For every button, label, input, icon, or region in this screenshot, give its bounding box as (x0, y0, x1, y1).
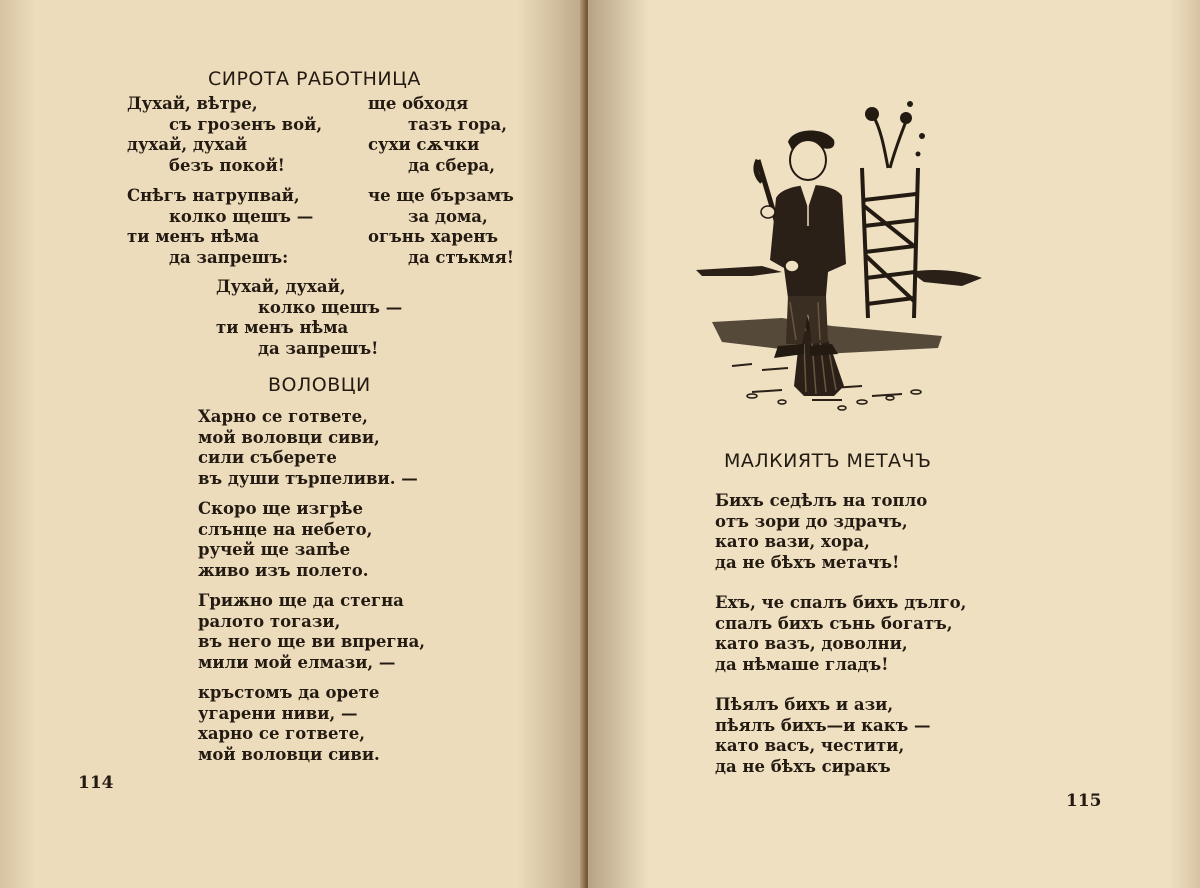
poem-line: ще обходя (368, 94, 469, 113)
poem-line: ти менъ нѣма (127, 227, 260, 246)
poem-title-volovtsi: ВОЛОВЦИ (268, 374, 371, 396)
poem1-col1-stanza2 (127, 186, 313, 268)
poem-line: Снѣгъ натрупвай, (127, 186, 300, 205)
poem-line: ручей ще запѣе (198, 540, 351, 559)
poem-line: да запрешъ: (169, 247, 289, 267)
poem-line: като вази, хора, (715, 532, 870, 551)
poem-line: живо изъ полето. (198, 560, 369, 580)
poem-line: въ души търпеливи. — (198, 468, 418, 488)
page-number-right: 115 (1066, 791, 1102, 811)
poem-line: за дома, (408, 206, 488, 226)
poem-line: въ него ще ви впрегна, (198, 632, 426, 651)
poem1-col2-stanza1 (368, 94, 507, 176)
poem-line: безъ покой! (169, 155, 285, 175)
poem-title-malkiyat-metach: МАЛКИЯТЪ МЕТАЧЪ (724, 450, 932, 472)
poem-line: колко щешъ — (169, 206, 314, 226)
poem-line: пѣялъ бихъ—и какъ — (715, 715, 931, 735)
poem-line: Ехъ, че спалъ бихъ дълго, (715, 593, 967, 612)
poem2-body (198, 407, 425, 765)
poem-line: Скоро ще изгрѣе (198, 499, 363, 518)
poem-line: ти менъ нѣма (216, 318, 349, 337)
poem-line: Бихъ седѣлъ на топло (715, 491, 928, 510)
poem-line: да сбера, (408, 155, 495, 175)
poem-line: Пѣялъ бихъ и ази, (715, 695, 894, 714)
poem-line: Духай, вѣтре, (127, 94, 258, 113)
poem-line: съ грозенъ вой, (169, 114, 323, 134)
poem-line: да стъкмя! (408, 247, 515, 267)
poem-line: колко щешъ — (258, 297, 403, 317)
poem-line: да нѣмаше гладъ! (715, 654, 889, 674)
poem-line: сухи сѫчки (368, 135, 480, 154)
poem-line: сили съберете (198, 448, 337, 467)
poem-line: че ще бързамъ (368, 186, 514, 205)
poem-line: да не бѣхъ сиракъ (715, 756, 891, 776)
left-page (0, 0, 588, 888)
poem-line: Харно се гответе, (198, 407, 368, 426)
poem-line: угарени ниви, — (198, 703, 358, 723)
poem-line: мили мой елмази, — (198, 652, 396, 672)
poem-line: да не бѣхъ метачъ! (715, 552, 900, 572)
poem-line: Духай, духай, (216, 277, 346, 296)
poem1-refrain (216, 277, 402, 359)
poem-line: тазъ гора, (408, 114, 507, 134)
poem-line: отъ зори до здрачъ, (715, 511, 908, 531)
poem-line: духай, духай (127, 135, 248, 154)
poem-line: да запрешъ! (258, 338, 379, 358)
page-number-left: 114 (78, 773, 114, 793)
poem-line: мой воловци сиви, (198, 427, 380, 447)
poem-line: като вазъ, доволни, (715, 634, 908, 653)
poem1-col2-stanza2 (368, 186, 514, 268)
poem-line: Грижно ще да стегна (198, 591, 404, 610)
poem-line: като васъ, честити, (715, 736, 905, 755)
boy-with-broom-illustration (692, 96, 992, 416)
poem-line: мой воловци сиви. (198, 744, 380, 764)
poem1-col1-stanza1 (127, 94, 322, 176)
poem-line: огънь харенъ (368, 227, 499, 246)
poem-line: слънце на небето, (198, 519, 373, 539)
right-page (588, 0, 1200, 888)
poem-line: харно се гответе, (198, 724, 365, 743)
poem-title-sirota-rabotnitsa: СИРОТА РАБОТНИЦА (208, 68, 421, 90)
poem-line: кръстомъ да орете (198, 683, 380, 702)
poem-line: ралото тогази, (198, 611, 341, 631)
poem3-body (715, 491, 966, 777)
poem-line: спалъ бихъ сънь богатъ, (715, 613, 953, 633)
